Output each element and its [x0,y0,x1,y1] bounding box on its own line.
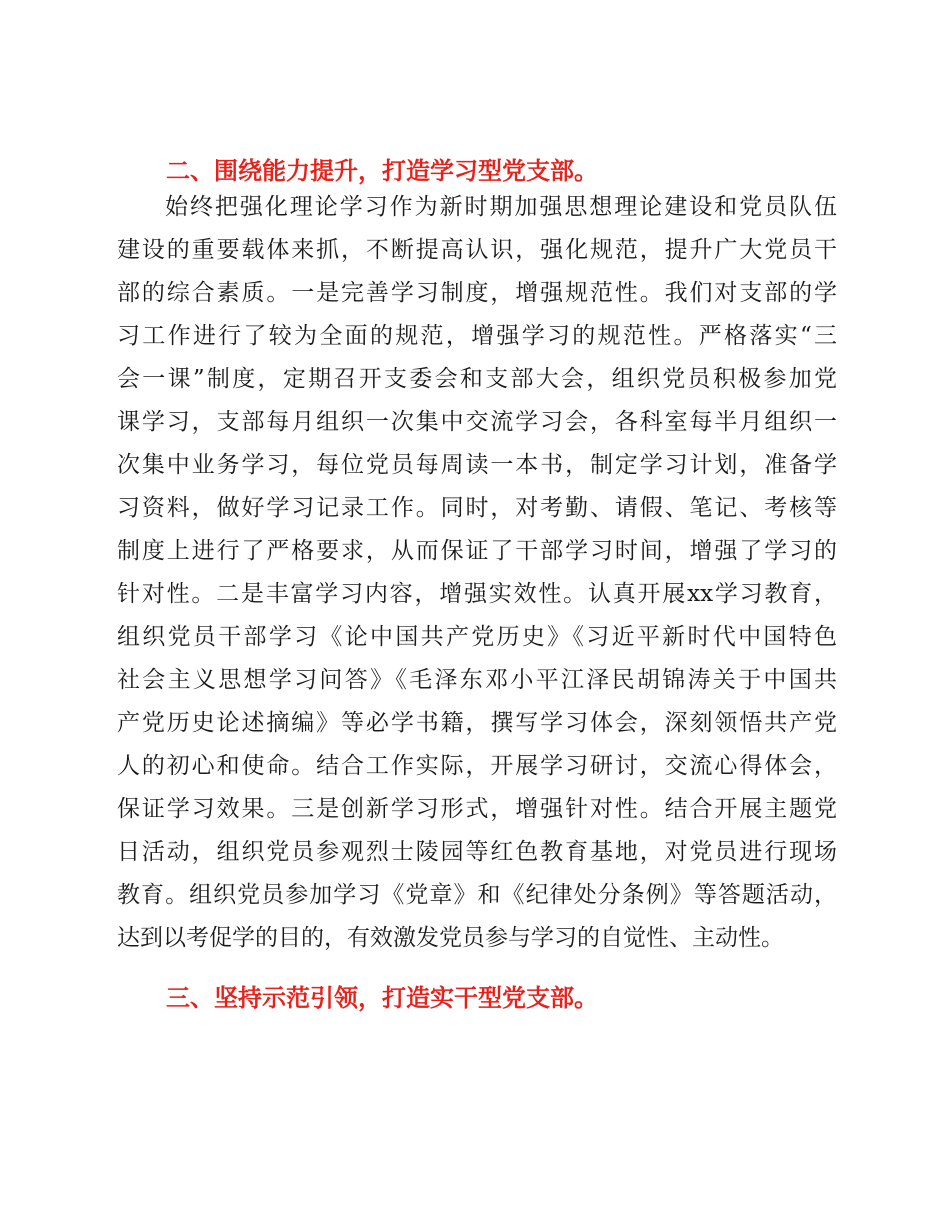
section-2-heading: 二、围绕能力提升，打造学习型党支部。 [166,157,598,185]
paragraph-line: 课学习，支部每月组织一次集中交流学习会，各科室每半月组织一 [117,409,837,435]
paragraph-line: 会一课”制度，定期召开支委会和支部大会，组织党员积极参加党 [117,366,837,392]
paragraph-line: 部的综合素质。一是完善学习制度，增强规范性。我们对支部的学 [117,280,837,306]
paragraph-line: 习工作进行了较为全面的规范，增强学习的规范性。严格落实“三 [117,323,837,349]
section-3-heading: 三、坚持示范引领，打造实干型党支部。 [166,984,598,1012]
paragraph-line: 建设的重要载体来抓，不断提高认识，强化规范，提升广大党员干 [117,237,837,263]
paragraph-line: 始终把强化理论学习作为新时期加强思想理论建设和党员队伍 [165,194,837,220]
paragraph-line: 社会主义思想学习问答》《毛泽东邓小平江泽民胡锦涛关于中国共 [117,667,837,693]
paragraph-line: 次集中业务学习，每位党员每周读一本书，制定学习计划，准备学 [117,452,837,478]
paragraph-line: 组织党员干部学习《论中国共产党历史》《习近平新时代中国特色 [117,624,837,650]
section-2-paragraph [117,186,837,960]
paragraph-line: 针对性。二是丰富学习内容，增强实效性。认真开展xx学习教育， [117,581,837,607]
paragraph-line: 日活动，组织党员参观烈士陵园等红色教育基地，对党员进行现场 [117,839,837,865]
paragraph-line: 人的初心和使命。结合工作实际，开展学习研讨，交流心得体会， [117,753,837,779]
paragraph-line: 保证学习效果。三是创新学习形式，增强针对性。结合开展主题党 [117,796,837,822]
paragraph-line: 产党历史论述摘编》等必学书籍，撰写学习体会，深刻领悟共产党 [117,710,837,736]
paragraph-line: 教育。组织党员参加学习《党章》和《纪律处分条例》等答题活动， [117,882,837,908]
paragraph-line: 习资料，做好学习记录工作。同时，对考勤、请假、笔记、考核等 [117,495,837,521]
paragraph-line: 制度上进行了严格要求，从而保证了干部学习时间，增强了学习的 [117,538,837,564]
paragraph-line: 达到以考促学的目的，有效激发党员参与学习的自觉性、主动性。 [117,925,784,951]
